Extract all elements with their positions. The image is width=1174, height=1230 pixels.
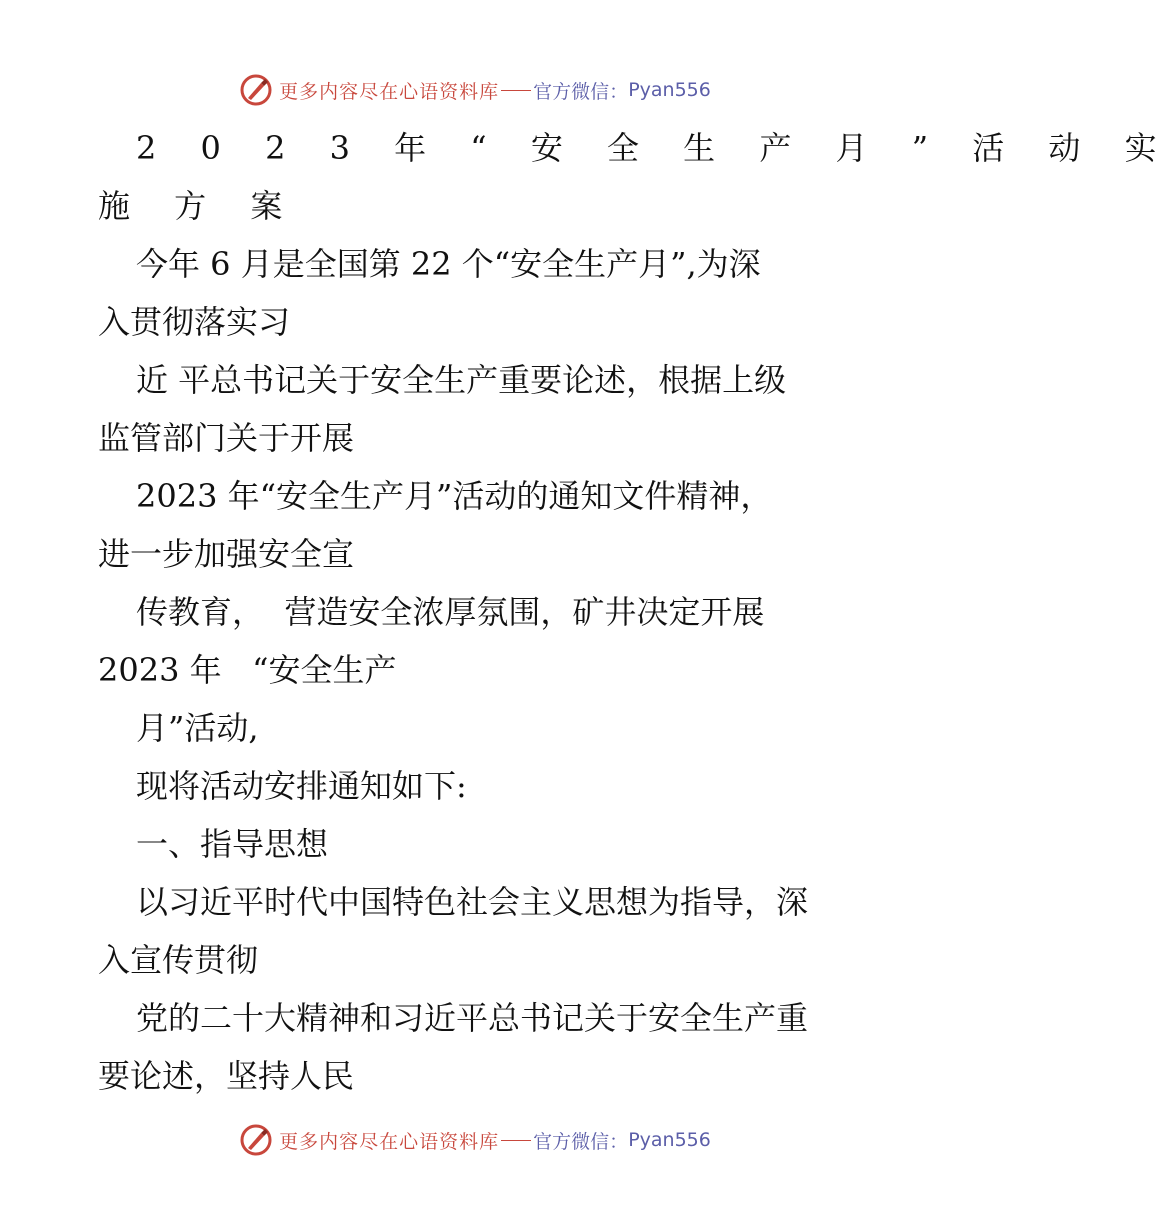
paragraph-line: 近 平总书记关于安全生产重要论述，根据上级 xyxy=(136,361,787,399)
paragraph-line: 监管部门关于开展 xyxy=(98,419,355,457)
paragraph-line: 2023 年“安全生产月”活动的通知文件精神， xyxy=(136,477,773,515)
banner-wechat-id: Pyan556 xyxy=(628,1129,711,1151)
paragraph-line: 党的二十大精神和习近平总书记关于安全生产重 xyxy=(136,999,809,1037)
banner-wechat-label: 官方微信： xyxy=(533,80,629,103)
banner-wechat-label: 官方微信： xyxy=(533,1130,629,1153)
paragraph-line: 今年 6 月是全国第 22 个“安全生产月”,为深 xyxy=(136,245,761,283)
document-title-line-1: 2 0 2 3 年 “ 安 全 生 产 月 ” 活 动 实 xyxy=(136,129,1174,167)
banner-slogan: 更多内容尽在心语资料库 xyxy=(279,80,500,103)
pen-logo-icon xyxy=(239,1123,273,1157)
paragraph-line: 进一步加强安全宣 xyxy=(98,535,355,573)
paragraph-line: 月”活动, xyxy=(136,709,259,747)
banner-wechat-id: Pyan556 xyxy=(628,79,711,101)
paragraph-line: 入宣传贯彻 xyxy=(98,941,259,979)
document-title-line-2: 施 方 案 xyxy=(98,187,300,225)
paragraph-line: 传教育， 营造安全浓厚氛围，矿井决定开展 xyxy=(136,593,765,631)
paragraph-line: 以习近平时代中国特色社会主义思想为指导，深 xyxy=(136,883,809,921)
paragraph-line: 要论述，坚持人民 xyxy=(98,1057,355,1095)
banner-slogan: 更多内容尽在心语资料库 xyxy=(279,1130,500,1153)
pen-logo-icon xyxy=(239,73,273,107)
paragraph-line: 现将活动安排通知如下: xyxy=(136,767,467,805)
header-banner xyxy=(0,70,950,110)
section-heading: 一、指导思想 xyxy=(136,825,329,863)
paragraph-line: 入贯彻落实习 xyxy=(98,303,291,341)
footer-banner xyxy=(0,1120,950,1160)
paragraph-line: 2023 年 “安全生产 xyxy=(98,651,397,689)
banner-dash xyxy=(501,1140,531,1141)
banner-dash xyxy=(501,90,531,91)
